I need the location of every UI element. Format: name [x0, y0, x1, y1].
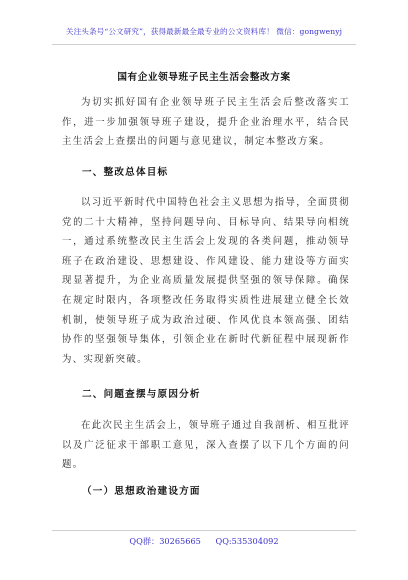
footer-qq: QQ:535304092	[215, 536, 279, 546]
section-heading-goals: 一、整改总体目标	[82, 167, 169, 178]
footer-qq-group: QQ群：30265665	[129, 536, 201, 546]
header-banner: 关注头条号“公文研究”，获得最新最全最专业的公文资料库！ 微信：gongwenyj	[65, 27, 343, 36]
section-heading-problems: 二、问题查摆与原因分析	[82, 389, 201, 400]
subsection-heading-political: （一）思想政治建设方面	[82, 486, 201, 497]
intro-paragraph: 为切实抓好国有企业领导班子民主生活会后整改落实工作，进一步加强领导班子建设，提升企业治理水平，结合民主生活会上查摆出的问题与意见建议，制定本整改方案。	[62, 97, 350, 148]
section-problems-paragraph: 在此次民主生活会上，领导班子通过自我剖析、相互批评以及广泛征求干部职工意见，深入查摆了以下几个方面的问题。	[62, 420, 350, 471]
section-goals-paragraph: 以习近平新时代中国特色社会主义思想为指导，全面贯彻党的二十大精神，坚持问题导向、目标导向、结果导向相统一，通过系统整改民主生活会上发现的各类问题，推动领导班子在政治建设、思想建设、作风建设、能力建设等方面实现显著提升，为企业高质量发展提供坚强的领导保障。确保在规定时限内，各项整改任务取得实质性进展建立健全长效机制，使领导班子成为政治过硬、作风优良本领高强、团结协作的坚强领导集体，引领企业在新时代新征程中展现新作为、实现新突破。	[62, 197, 350, 365]
footer	[0, 536, 408, 547]
document-title: 国有企业领导班子民主生活会整改方案	[117, 72, 291, 83]
header-divider	[52, 44, 356, 45]
footer-divider	[52, 530, 356, 531]
